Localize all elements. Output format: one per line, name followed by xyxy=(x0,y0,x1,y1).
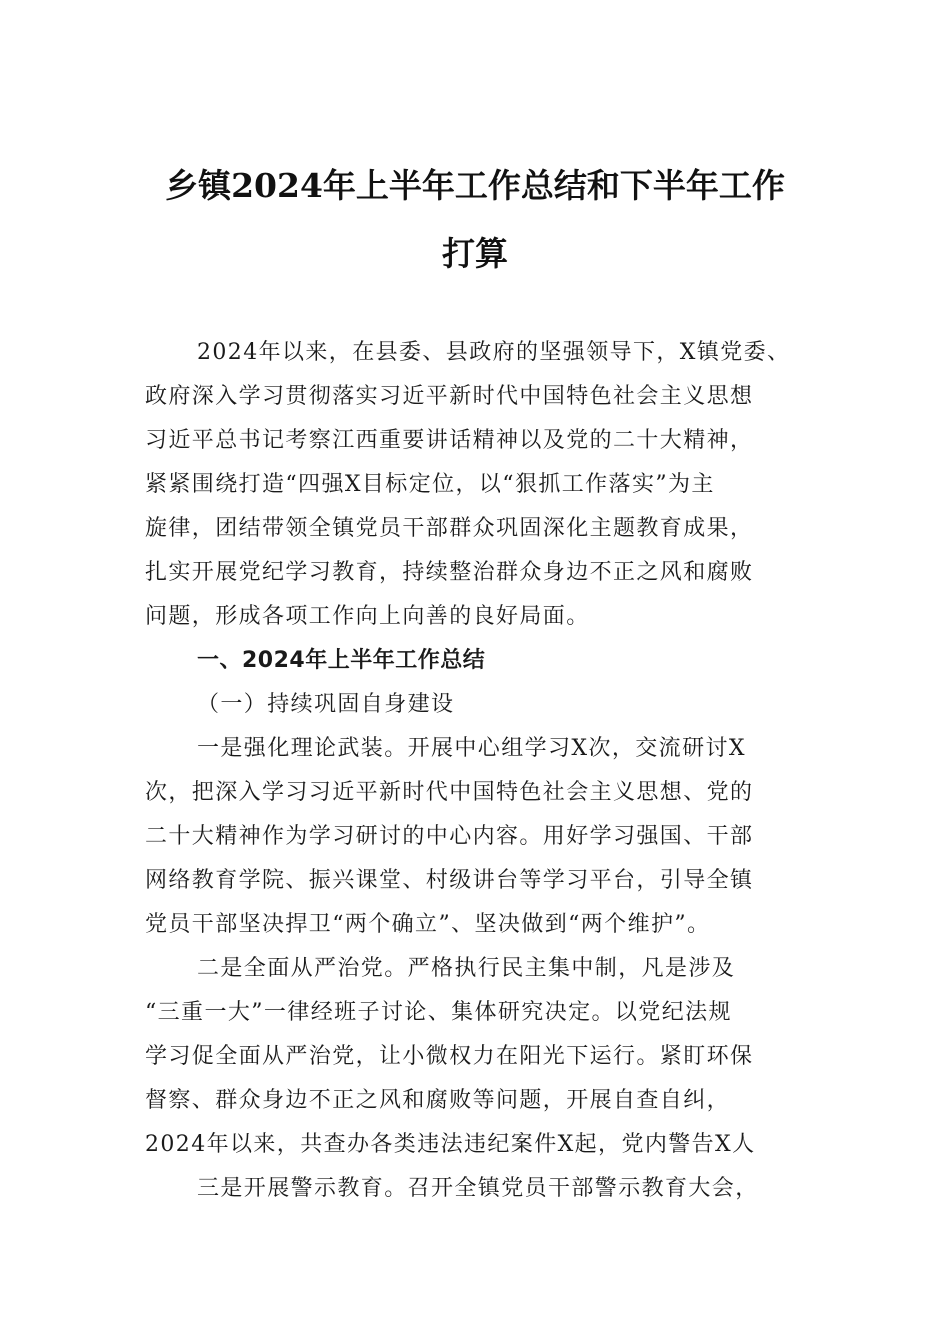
paragraph-line: 紧紧围绕打造“四强X目标定位，以“狠抓工作落实”为主 xyxy=(145,472,715,497)
paragraph-line: 一是强化理论武装。开展中心组学习X次，交流研讨X xyxy=(197,736,746,761)
document-title-line-1: 乡镇2024年上半年工作总结和下半年工作 xyxy=(165,166,785,205)
paragraph-line: 二是全面从严治党。严格执行民主集中制，凡是涉及 xyxy=(197,956,736,981)
paragraph-line: 政府深入学习贯彻落实习近平新时代中国特色社会主义思想 xyxy=(145,384,754,409)
paragraph-line: 2024年以来，在县委、县政府的坚强领导下，X镇党委、 xyxy=(197,340,791,365)
paragraph-line: 督察、群众身边不正之风和腐败等问题，开展自查自纠， xyxy=(145,1088,731,1113)
paragraph-line: 2024年以来，共查办各类违法违纪案件X起，党内警告X人 xyxy=(145,1132,756,1157)
paragraph-line: 习近平总书记考察江西重要讲话精神以及党的二十大精神， xyxy=(145,428,754,453)
paragraph-line: “三重一大”一律经班子讨论、集体研究决定。以党纪法规 xyxy=(145,1000,732,1025)
paragraph-line: 问题，形成各项工作向上向善的良好局面。 xyxy=(145,604,590,629)
paragraph-line: 旋律，团结带领全镇党员干部群众巩固深化主题教育成果， xyxy=(145,516,754,541)
paragraph-line: 三是开展警示教育。召开全镇党员干部警示教育大会， xyxy=(197,1176,759,1201)
section-heading: 一、2024年上半年工作总结 xyxy=(197,648,486,673)
paragraph-line: 学习促全面从严治党，让小微权力在阳光下运行。紧盯环保 xyxy=(145,1044,754,1069)
paragraph-line: 党员干部坚决捍卫“两个确立”、坚决做到“两个维护”。 xyxy=(145,912,711,937)
paragraph-line: 二十大精神作为学习研讨的中心内容。用好学习强国、干部 xyxy=(145,824,754,849)
document-title-line-2: 打算 xyxy=(442,234,508,273)
paragraph-line: 网络教育学院、振兴课堂、村级讲台等学习平台，引导全镇 xyxy=(145,868,754,893)
paragraph-line: 次，把深入学习习近平新时代中国特色社会主义思想、党的 xyxy=(145,780,754,805)
subsection-heading: （一）持续巩固自身建设 xyxy=(197,692,455,717)
paragraph-line: 扎实开展党纪学习教育，持续整治群众身边不正之风和腐败 xyxy=(145,560,754,585)
